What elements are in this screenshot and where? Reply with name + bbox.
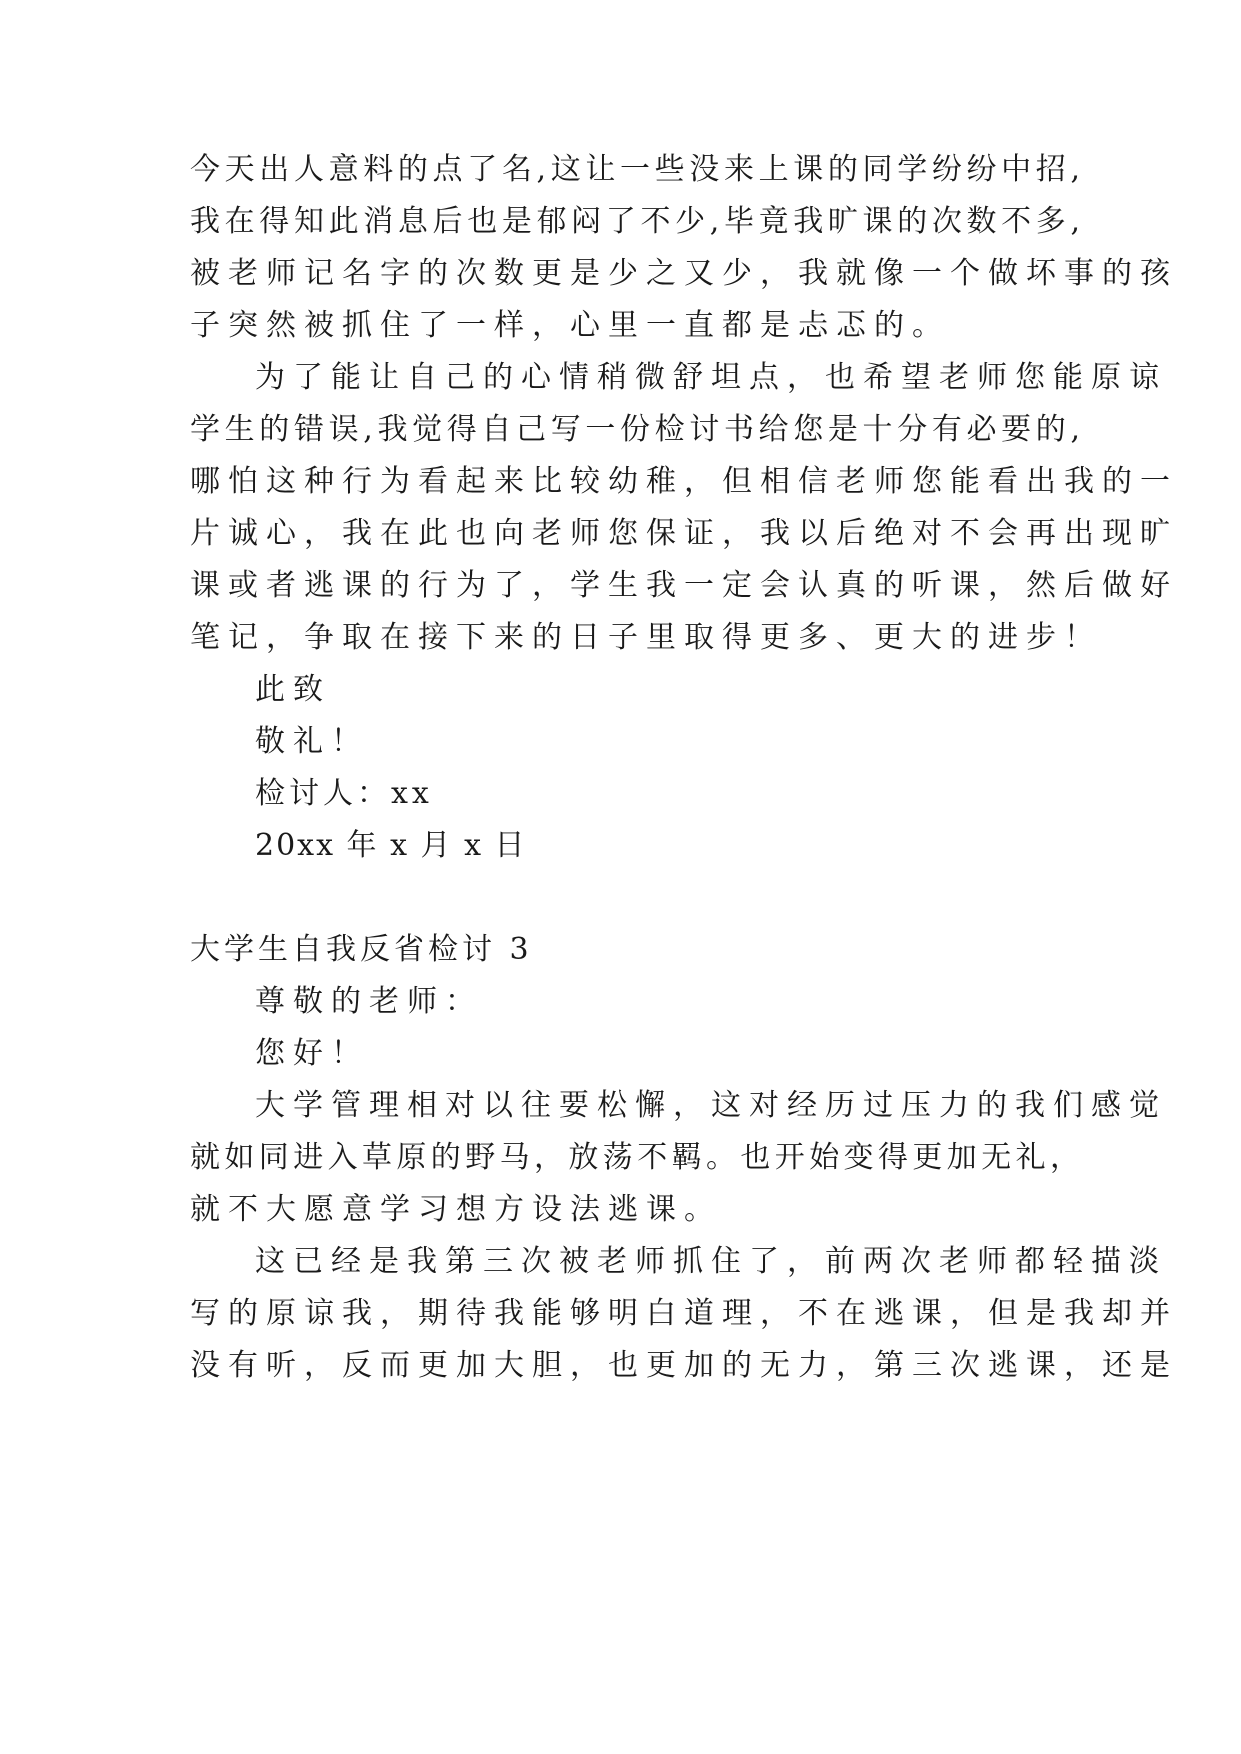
greeting-line: 您好！	[255, 1036, 369, 1071]
body-line: 哪怕这种行为看起来比较幼稚，但相信老师您能看出我的一	[190, 464, 1178, 499]
greeting-line: 尊敬的老师：	[255, 984, 483, 1019]
body-line: 为了能让自己的心情稍微舒坦点，也希望老师您能原谅	[255, 360, 1167, 395]
body-line: 就不大愿意学习想方设法逃课。	[190, 1192, 722, 1227]
body-line: 被老师记名字的次数更是少之又少，我就像一个做坏事的孩	[190, 256, 1178, 291]
date-line: 20xx 年 x 月 x 日	[255, 828, 527, 863]
body-line: 今天出人意料的点了名,这让一些没来上课的同学纷纷中招,	[190, 152, 1080, 187]
body-line: 子突然被抓住了一样，心里一直都是忐忑的。	[190, 308, 950, 343]
body-line: 课或者逃课的行为了，学生我一定会认真的听课，然后做好	[190, 568, 1178, 603]
body-line: 学生的错误,我觉得自己写一份检讨书给您是十分有必要的,	[190, 412, 1080, 447]
body-line: 我在得知此消息后也是郁闷了不少,毕竟我旷课的次数不多,	[190, 204, 1080, 239]
body-line: 片诚心，我在此也向老师您保证，我以后绝对不会再出现旷	[190, 516, 1178, 551]
body-line: 大学管理相对以往要松懈，这对经历过压力的我们感觉	[255, 1088, 1167, 1123]
closing-salute: 此致	[255, 672, 331, 707]
body-line: 写的原谅我，期待我能够明白道理，不在逃课，但是我却并	[190, 1296, 1178, 1331]
closing-salute: 敬礼！	[255, 724, 369, 759]
section-title: 大学生自我反省检讨 3	[190, 932, 533, 967]
signer-line: 检讨人：xx	[255, 776, 433, 811]
body-line: 笔记，争取在接下来的日子里取得更多、更大的进步！	[190, 620, 1102, 655]
body-line: 这已经是我第三次被老师抓住了，前两次老师都轻描淡	[255, 1244, 1167, 1279]
body-line: 没有听，反而更加大胆，也更加的无力，第三次逃课，还是	[190, 1348, 1178, 1383]
body-line: 就如同进入草原的野马，放荡不羁。也开始变得更加无礼，	[190, 1140, 1080, 1175]
